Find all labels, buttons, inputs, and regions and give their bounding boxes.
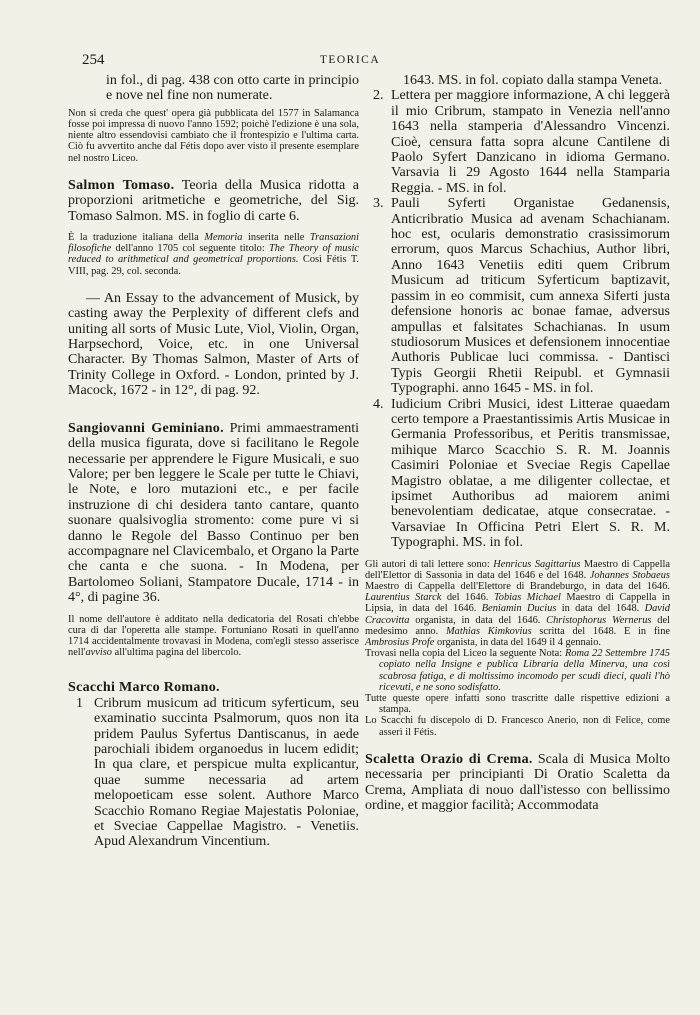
item-text: Pauli Syferti Organistae Gedanensis, Anticribratio Musica ad avenam Schachianam. hoc est, ocularis demonstratio crasissimorum errorum, quos Marcus Schachius, Author libri, Anno 1643 Venetiis editi quem Cribrum Musicum ad triticum Syferticum baptizavit, passim in eo commisit, cum annexa Siferti justa defensione honoris ac bonae famae, adversus ampullas et falsitates Schachianas. In usum studiosorum Musices et defensionem innocentiae Authoris Publicae luci commissa. - Dantisci Typis Georgii Rhetii Reipubl. et Gymnasii Typographi. anno 1645 - MS. in fol. <box>391 196 670 397</box>
note-salamanca: Non si creda che quest' opera già pubblicata del 1577 in Salamanca fosse poi impressa di nuovo l'anno 1592; poichè l'edizione è una sola, niente altro essendovisi cambiato che il frontespizio e l'ultima carta. Ciò fu avvertito anche dal Fétis dopo aver visto il presente esemplare nel nostro Liceo. <box>68 107 359 164</box>
entry-heading-scaletta: Scaletta Orazio di Crema. <box>365 751 533 767</box>
running-title: TEORICA <box>319 54 381 66</box>
note-letter-authors: Gli autori di tali lettere sono: Henricus Sagittarius Maestro di Cappella dell'Elettor di Sassonia in data del 1646 e del 1648. Johannes Stobaeus Maestro di Cappella dell'Elettore di Brandeburgo, in data del 1646. Laurentius Starck del 1646. Tobias Michael Maestro di Cappella in Lipsia, in data del 1646. Beniamin Ducius in data del 1648. David Cracovitta organista, in data del 1646. Christophorus Wernerus del medesimo anno. Mathias Kimkovius scritta del 1648. E in fine Ambrosius Profe organista, in data del 1649 il 4 gennaio. <box>365 558 671 649</box>
entry-scaletta <box>365 752 670 814</box>
entry-salmon <box>68 178 359 224</box>
entry-heading-sangiovanni: Sangiovanni Geminiano. <box>68 420 224 436</box>
item-number: 2. <box>373 88 384 104</box>
left-column <box>68 73 359 850</box>
entry-sangiovanni <box>68 421 359 606</box>
list-item <box>68 696 359 850</box>
list-item <box>365 88 670 196</box>
entry-salmon-essay: — An Essay to the advancement of Musick, by casting away the Perplexity of different clefs and uniting all sorts of Music Lute, Viol, Violin, Organ, Harpsechord, Voice, etc. in one Universal Character. By Thomas Salmon, Master of Arts of Trinity College in Oxford. - London, printed by J. Macock, 1672 - in 12°, di pag. 92. <box>68 290 359 399</box>
list-item <box>365 397 670 551</box>
list-item <box>365 196 670 396</box>
item-text: Cribrum musicum ad triticum syferticum, seu examinatio succinta Psalmorum, quos non ita pridem Paulus Syfertus Dantiscanus, in aede parochiali ibidem organoedus in lucem edidit; In qua clare, et perspicue multa explicantur, quae summe necessaria ad artem melopoeticam esse solent. Authore Marco Scacchio Romano Regiae Majestatis Poloniae, et Sveciae Cappellae Magistro. - Venetiis. Apud Alexandrum Vincentium. <box>94 695 359 850</box>
item-text: Lettera per maggiore informazione, A chi leggerà il mio Cribrum, stampato in Venezia nell'anno 1643 nella stamperia d'Alessandro Vincenzi. Cioè, censura fatta sopra alcune Cantilene di Paolo Syfert Danzicano in idioma Germano. Varsavia li 29 Agosto 1644 nella Stamparia Reggia. - MS. in fol. <box>391 88 670 196</box>
note-salmon: È la traduzione italiana della Memoria inserita nelle Transazioni filosofiche dell'anno 1705 col seguente titolo: The Theory of music reduced to arithmetical and geometrical proportions. Così Fétis T. VIII, pag. 29, col. seconda. <box>68 232 359 277</box>
entry-text-sangiovanni: Primi ammaestramenti della musica figurata, dove si facilitano le Regole necessarie per apprendere le Figure Musicali, e suo Valore; per ben leggere le Scale per tutte le Chiavi, le Note, e loro mutazioni etc., e per facile instruzione di chi desidera tanto cantare, quanto suonare qualsivoglia stromento: come pure vi si danno le Regole del Basso Continuo per ben accompagnare nel Clavicembalo, et Organo la Parte che canta e che suona. - In Modena, per Bartolomeo Soliani, Stampatore Ducale, 1714 - in 4°, di pagine 36. <box>68 420 359 606</box>
entry-heading-salmon: Salmon Tomaso. <box>68 177 175 193</box>
entry-text-salmon: Teoria della Musica ridotta a proporzioni aritmetiche e geometriche, del Sig. Tomaso Salmon. MS. in foglio di carte 6. <box>68 177 360 224</box>
entry-continuation: in fol., di pag. 438 con otto carte in principio e nove nel fine non numerate. <box>106 73 359 104</box>
item-number: 1 <box>76 695 83 711</box>
item-number: 3. <box>373 196 384 212</box>
entry-heading-scacchi: Scacchi Marco Romano. <box>68 680 220 696</box>
right-column <box>365 73 670 813</box>
note-anerio: Lo Scacchi fu discepolo di D. Francesco Anerio, non di Felice, come asserì il Fétis. <box>365 715 670 738</box>
entry-text-scaletta: Scala di Musica Molto necessaria per principianti Di Oratio Scaletta da Crema, Ampliata di nouo dall'istesso con bellissimo ordine, et maggior facilità; Accommodata <box>365 751 671 814</box>
note-transcriptions: Tutte queste opere infatti sono trascritte dalle rispettive edizioni a stampa. <box>365 693 670 716</box>
page-number: 254 <box>82 52 105 68</box>
running-head <box>0 52 700 70</box>
item-number: 4. <box>373 396 384 412</box>
item-continuation: 1643. MS. in fol. copiato dalla stampa Veneta. <box>403 73 663 88</box>
note-sangiovanni: Il nome dell'autore è additato nella dedicatoria del Rosati ch'ebbe cura di dar l'operetta alle stampe. Fortuniano Rosati in quell'anno 1714 accidentalmente trovavasi in Modena, com'egli stesso asserisce nell'avviso all'ultima pagina del libercolo. <box>68 613 359 659</box>
item-text: Iudicium Cribri Musici, idest Litterae quaedam certo tempore a Praestantissimis Artis Musicae in Germania Professoribus, et Peritis transmissae, mihique Marco Scacchio S. R. M. Joannis Casimiri Poloniae et Sveciae Regis Capellae Magistro oblatae, a me diligenter collectae, et ipsimet Authoribus ad maiorem animi benevolentiam dedicatae, atque consecratae. - Varsaviae In Officina Petri Elert S. R. M. Typographi. MS. in fol. <box>391 396 670 551</box>
note-liceo-copy: Trovasi nella copia del Liceo la seguente Nota: Roma 22 Settembre 1745 copiato nella Insigne e publica Libraria della Minerva, una così scabrosa fatiga, e di moltissimo incomodo per scudi dieci, quali l'hò ricevuti, e ne sono sodisfatto. <box>365 648 670 693</box>
